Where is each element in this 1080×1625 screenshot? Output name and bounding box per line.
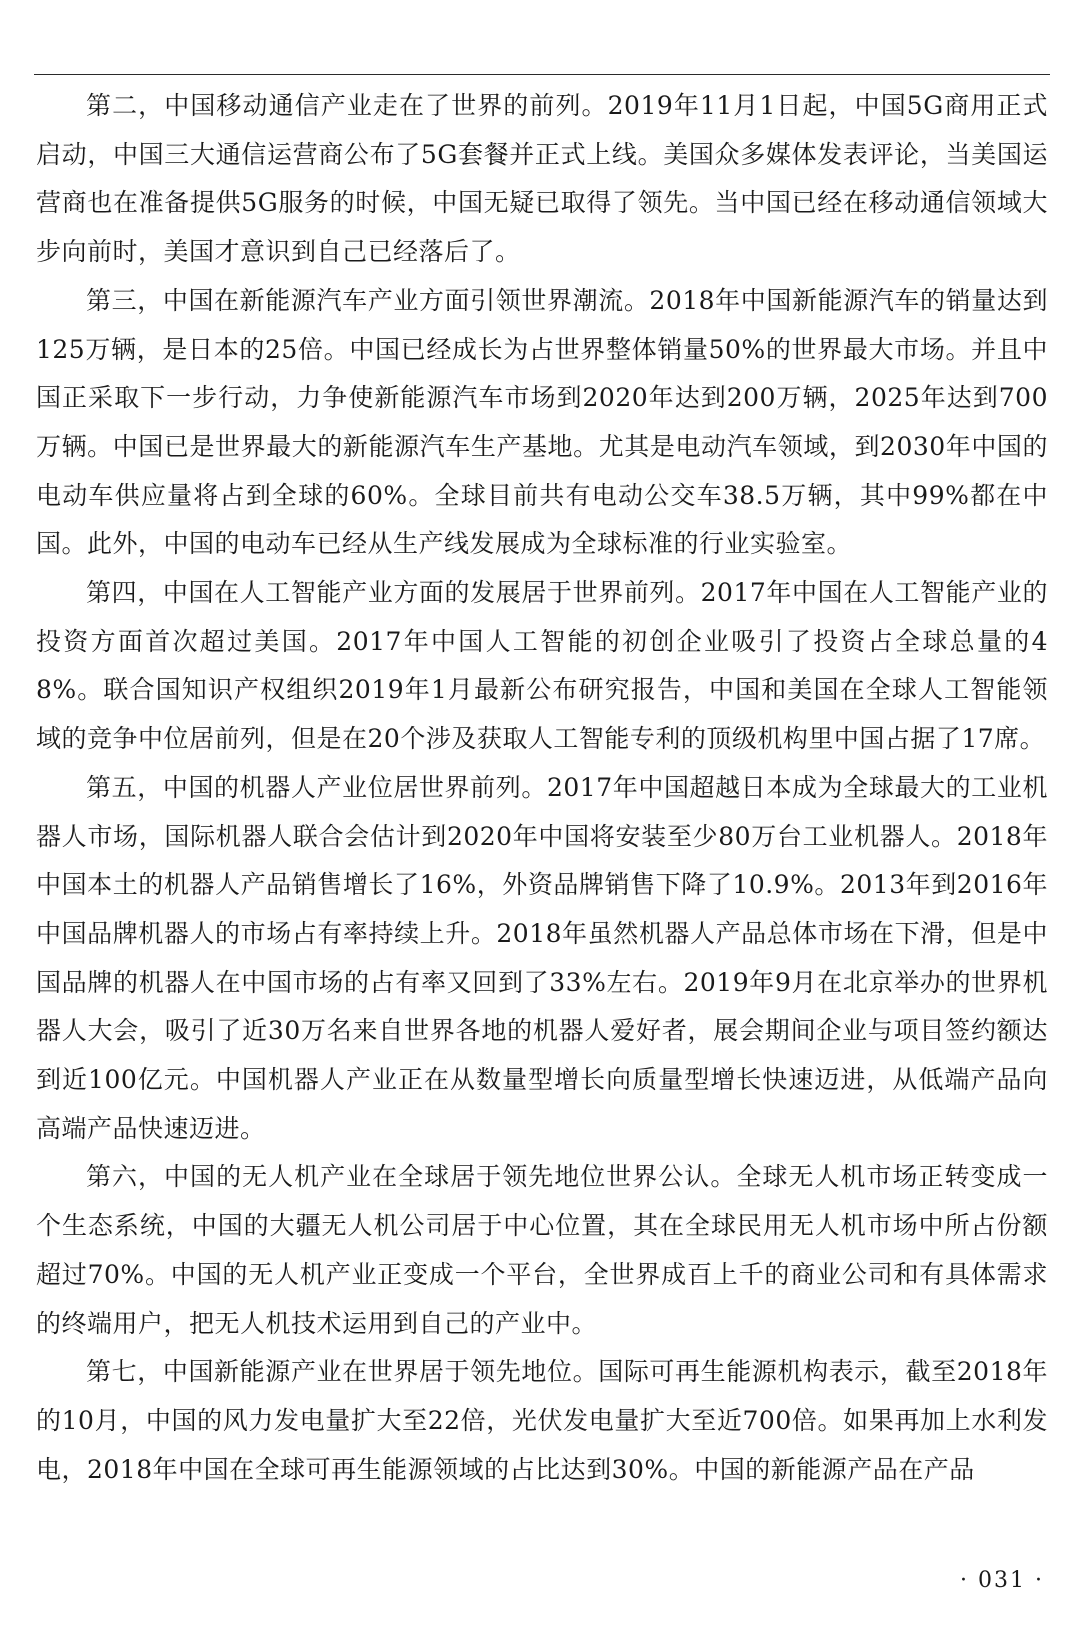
paragraph-drones: 第六，中国的无人机产业在全球居于领先地位世界公认。全球无人机市场正转变成一个生态系统，中国的大疆无人机公司居于中心位置，其在全球民用无人机市场中所占份额超过70%。中国的无人机产业正变成一个平台，全世界成百上千的商业公司和有具体需求的终端用户，把无人机技术运用到自己的产业中。 (36, 1162, 1048, 1338)
paragraph-new-energy: 第七，中国新能源产业在世界居于领先地位。国际可再生能源机构表示，截至2018年的10月，中国的风力发电量扩大至22倍，光伏发电量扩大至近700倍。如果再加上水利发电，2018年中国在全球可再生能源领域的占比达到30%。中国的新能源产品在产品 (36, 1357, 1048, 1484)
paragraph-artificial-intelligence: 第四，中国在人工智能产业方面的发展居于世界前列。2017年中国在人工智能产业的投资方面首次超过美国。2017年中国人工智能的初创企业吸引了投资占全球总量的48%。联合国知识产权组织2019年1月最新公布研究报告，中国和美国在全球人工智能领域的竞争中位居前列，但是在20个涉及获取人工智能专利的顶级机构里中国占据了17席。 (36, 578, 1048, 754)
page-number: · 031 · (960, 1568, 1044, 1593)
paragraph-robotics: 第五，中国的机器人产业位居世界前列。2017年中国超越日本成为全球最大的工业机器人市场，国际机器人联合会估计到2020年中国将安装至少80万台工业机器人。2018年中国本土的机器人产品销售增长了16%，外资品牌销售下降了10.9%。2013年到2016年中国品牌机器人的市场占有率持续上升。2018年虽然机器人产品总体市场在下滑，但是中国品牌的机器人在中国市场的占有率又回到了33%左右。2019年9月在北京举办的世界机器人大会，吸引了近30万名来自世界各地的机器人爱好者，展会期间企业与项目签约额达到近100亿元。中国机器人产业正在从数量型增长向质量型增长快速迈进，从低端产品向高端产品快速迈进。 (36, 772, 1048, 1143)
body-text (36, 82, 1048, 1494)
paragraph-new-energy-vehicles: 第三，中国在新能源汽车产业方面引领世界潮流。2018年中国新能源汽车的销量达到125万辆，是日本的25倍。中国已经成长为占世界整体销量50%的世界最大市场。并且中国正采取下一步行动，力争使新能源汽车市场到2020年达到200万辆，2025年达到700万辆。中国已是世界最大的新能源汽车生产基地。尤其是电动汽车领域，到2030年中国的电动车供应量将占到全球的60%。全球目前共有电动公交车38.5万辆，其中99%都在中国。此外，中国的电动车已经从生产线发展成为全球标准的行业实验室。 (36, 285, 1048, 559)
paragraph-5g: 第二，中国移动通信产业走在了世界的前列。2019年11月1日起，中国5G商用正式启动，中国三大通信运营商公布了5G套餐并正式上线。美国众多媒体发表评论，当美国运营商也在准备提供5G服务的时候，中国无疑已取得了领先。当中国已经在移动通信领域大步向前时，美国才意识到自己已经落后了。 (36, 91, 1048, 267)
header-rule (34, 74, 1050, 75)
